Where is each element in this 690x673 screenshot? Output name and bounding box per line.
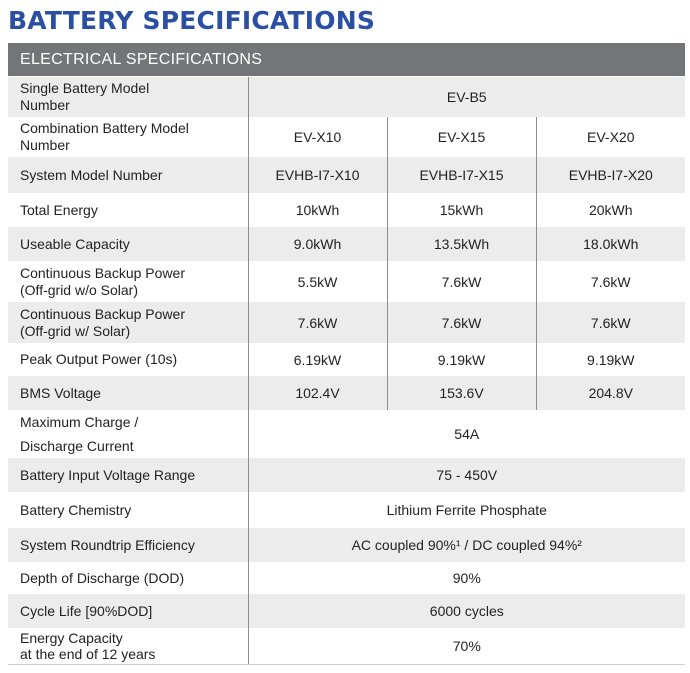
row-label: [8, 302, 248, 343]
row-value: 7.6kW: [387, 302, 536, 343]
table-row: [8, 227, 685, 261]
row-label-line: Number: [20, 137, 70, 153]
row-label-line: Battery Input Voltage Range: [20, 466, 196, 483]
table-row: [8, 492, 685, 528]
row-label-line: BMS Voltage: [20, 384, 101, 401]
row-label-line: Depth of Discharge (DOD): [20, 569, 185, 586]
row-label: [8, 492, 248, 528]
row-label-line: System Model Number: [20, 166, 163, 183]
row-label: [8, 458, 248, 492]
row-value: 54A: [248, 410, 685, 458]
row-label-line: Total Energy: [20, 201, 98, 218]
row-value: 7.6kW: [248, 302, 387, 343]
row-value: EV-X10: [248, 117, 387, 157]
row-value: 20kWh: [536, 193, 685, 227]
row-label-line: Continuous Backup Power: [20, 305, 185, 322]
row-value: 9.0kWh: [248, 227, 387, 261]
table-row: [8, 628, 685, 664]
row-value: 5.5kW: [248, 261, 387, 302]
row-label-line: Number: [20, 97, 70, 113]
table-bottom-rule: [8, 664, 685, 665]
row-value: 7.6kW: [387, 261, 536, 302]
row-value: 6000 cycles: [248, 594, 685, 628]
row-value: 7.6kW: [536, 302, 685, 343]
row-value: EV-B5: [248, 77, 685, 117]
row-value: 204.8V: [536, 376, 685, 410]
table-row: [8, 594, 685, 628]
row-value: EVHB-I7-X15: [387, 157, 536, 193]
row-label-line: Discharge Current: [20, 438, 134, 454]
row-value: 15kWh: [387, 193, 536, 227]
table-row: [8, 458, 685, 492]
row-label: [8, 343, 248, 376]
row-label-line: Single Battery Model: [20, 80, 150, 96]
row-value: 10kWh: [248, 193, 387, 227]
table-row: [8, 77, 685, 117]
table-row: [8, 261, 685, 302]
row-value: 153.6V: [387, 376, 536, 410]
row-label: [8, 410, 248, 458]
row-label-line: (Off-grid w/o Solar): [20, 281, 138, 298]
row-label: [8, 562, 248, 594]
row-label: [8, 628, 248, 664]
table-row: [8, 562, 685, 594]
row-value: AC coupled 90%¹ / DC coupled 94%²: [248, 528, 685, 562]
row-label: [8, 594, 248, 628]
row-value: 75 - 450V: [248, 458, 685, 492]
row-label-line: Energy Capacity: [20, 630, 123, 646]
section-header: ELECTRICAL SPECIFICATIONS: [8, 43, 685, 76]
table-row: [8, 117, 685, 157]
row-value: 6.19kW: [248, 343, 387, 376]
row-label: [8, 117, 248, 157]
row-value: EV-X20: [536, 117, 685, 157]
page-title: BATTERY SPECIFICATIONS: [8, 6, 376, 35]
row-label: [8, 376, 248, 410]
row-value: 9.19kW: [536, 343, 685, 376]
row-label: [8, 157, 248, 193]
row-value: EV-X15: [387, 117, 536, 157]
row-value: EVHB-I7-X10: [248, 157, 387, 193]
row-label: [8, 77, 248, 117]
row-value: 7.6kW: [536, 261, 685, 302]
row-label-line: Continuous Backup Power: [20, 264, 185, 281]
row-label-line: System Roundtrip Efficiency: [20, 536, 195, 553]
row-label-line: Combination Battery Model: [20, 120, 189, 136]
row-value: 102.4V: [248, 376, 387, 410]
row-label: [8, 193, 248, 227]
row-label-line: Cycle Life [90%DOD]: [20, 602, 153, 619]
row-label: [8, 528, 248, 562]
row-label-line: Useable Capacity: [20, 235, 130, 252]
table-row: [8, 193, 685, 227]
table-row: [8, 157, 685, 193]
table-row: [8, 376, 685, 410]
table-row: [8, 528, 685, 562]
table-row: [8, 410, 685, 458]
row-value: 70%: [248, 628, 685, 664]
row-label: [8, 227, 248, 261]
table-row: [8, 343, 685, 376]
row-label-line: (Off-grid w/ Solar): [20, 322, 131, 339]
row-value: Lithium Ferrite Phosphate: [248, 492, 685, 528]
table-row: [8, 302, 685, 343]
row-label-line: Battery Chemistry: [20, 501, 132, 518]
row-value: 90%: [248, 562, 685, 594]
row-value: 18.0kWh: [536, 227, 685, 261]
row-label: [8, 261, 248, 302]
row-label-line: Peak Output Power (10s): [20, 351, 178, 367]
row-label-line: at the end of 12 years: [20, 646, 156, 662]
electrical-specifications-table: [8, 77, 685, 664]
row-value: 9.19kW: [387, 343, 536, 376]
row-label-line: Maximum Charge /: [20, 414, 139, 430]
row-value: EVHB-I7-X20: [536, 157, 685, 193]
spec-table-body: [8, 77, 685, 664]
row-value: 13.5kWh: [387, 227, 536, 261]
